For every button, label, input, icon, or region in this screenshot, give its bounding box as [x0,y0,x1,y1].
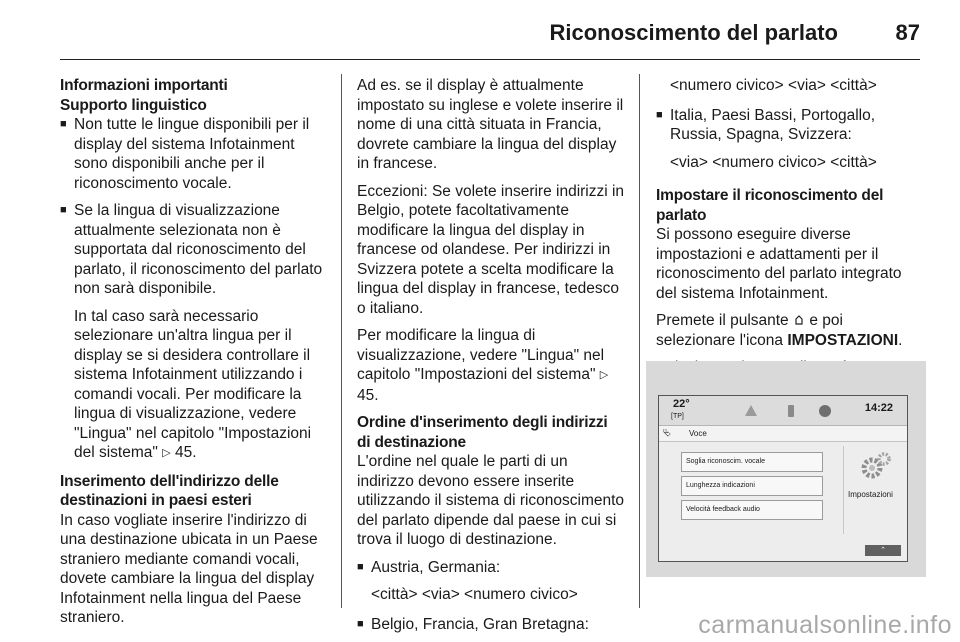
bullet-belgium-france-uk: ■ Belgio, Francia, Gran Bretagna: [357,615,625,635]
header-title: Riconoscimento del parlato [549,20,838,45]
menu-item-feedback-speed[interactable]: Velocità feedback audio [681,500,823,520]
home-icon [793,312,805,324]
heading-address-order: Ordine d'inserimento degli indirizzi di destinazione [357,414,608,451]
gear-icon [858,450,894,484]
menu-item-voice-threshold[interactable]: Soglia riconoscim. vocale [681,452,823,472]
phone-icon[interactable] [779,400,803,422]
status-bar [659,396,907,426]
chevron-up-icon[interactable]: ⌃ [865,545,901,556]
column-divider-1 [341,74,342,608]
paragraph-foreign-destinations: In caso vogliate inserire l'indirizzo di una destinazione ubicata in un Paese straniero mediante comandi vocali, dovete cambiare la lingua del display Infotainment nella lingua del Paese straniero. [60,511,318,626]
settings-label: Impostazioni [848,490,893,499]
bullet-language-unsupported: ■ Se la lingua di visualizzazione attualmente selezionata non è supportata dal riconoscimento del parlato, il riconoscimento del parlato non sarà disponibile. [60,201,326,299]
paragraph-exceptions: Eccezioni: Se volete inserire indirizzi in Belgio, potete facoltativamente modificare la lingua del display in francese od olandese. Per indirizzi in Svizzera potete a scelta modificare la lingua del display in francese, tedesco o italiano. [357,182,625,317]
menu-item-prompt-length[interactable]: Lunghezza indicazioni [681,476,823,496]
paragraph-example: Ad es. se il display è attualmente impostato su inglese e volete inserire il nome di una città situata in Francia, dovrete cambiare la lingua del display in francese. [357,77,624,172]
infotainment-screen [658,395,908,562]
address-format-3: <via> <numero civico> <città> [670,153,877,171]
page-number: 87 [895,20,920,45]
bullet-languages-availability: ■ Non tutte le lingue disponibili per il display del sistema Infotainment sono disponibili anche per il riconoscimento vocale. [60,115,326,193]
paragraph-voice-settings: Si possono eseguire diverse impostazioni e adattamenti per il riconoscimento del parlato integrato del sistema Infotainment. [656,226,902,302]
paragraph-address-order: L'ordine nel quale le parti di un indirizzo devono essere inserite utilizzando il sistema di riconoscimento del parlato dipende dal paese in cui si trova il luogo di destinazione. [357,453,625,548]
media-icon[interactable] [813,400,837,422]
settings-keyword: IMPOSTAZIONI [787,331,899,349]
navigation-icon[interactable] [739,400,763,422]
page-ref-arrow-icon: ▷ [162,447,171,459]
page-ref-arrow-icon: ▷ [599,369,609,381]
column-divider-2 [639,74,640,608]
back-icon[interactable]: ⮱ [663,428,671,439]
settings-tile[interactable] [843,446,905,534]
heading-important-info: Informazioni importanti [60,77,228,94]
page-ref: 45. [175,444,197,461]
heading-foreign-destinations: Inserimento dell'indirizzo delle destinazioni in paesi esteri [60,472,279,509]
tp-indicator: [TP] [671,413,684,420]
page-ref: 45. [357,386,379,404]
heading-language-support: Supporto linguistico [60,96,207,114]
paragraph-press-button [656,311,921,350]
bullet-austria-germany: ■ Austria, Germania: [357,558,625,578]
press-button-text-b: e poi selezionare l'icona [656,312,843,349]
paragraph-change-language-text: In tal caso sarà necessario selezionare un'altra lingua per il display se si desidera controllare il sistema Infotainment utilizzando i comandi vocali. Per modificare la lingua di visualizzazione, vedere "Lingua" nel capitolo "Impostazioni del sistema" [74,307,312,461]
address-format-1: <città> <via> <numero civico> [371,586,578,603]
bullet-italy-etc: ■ Italia, Paesi Bassi, Portogallo, Russia, Spagna, Svizzera: [656,106,921,145]
column-3 [656,76,921,405]
heading-voice-settings: Impostare il riconoscimento del parlato [656,187,884,224]
page-header [60,14,920,60]
address-format-2: <numero civico> <via> <città> [670,77,877,94]
press-button-text-c: . [898,331,903,349]
paragraph-change-language [60,307,326,464]
temperature: 22° [673,398,690,410]
column-2 [357,76,625,642]
menu-header [659,426,907,442]
press-button-text-a: Premete il pulsante [656,312,789,329]
watermark: carmanualsonline.info [698,611,952,639]
paragraph-change-display-language-text: Per modificare la lingua di visualizzazione, vedere "Lingua" nel capitolo "Impostazioni del sistema" [357,327,605,383]
infotainment-screenshot [646,361,926,577]
paragraph-change-display-language [357,326,625,405]
clock: 14:22 [864,402,893,414]
menu-title: Voce [689,429,707,438]
column-1 [60,76,326,636]
